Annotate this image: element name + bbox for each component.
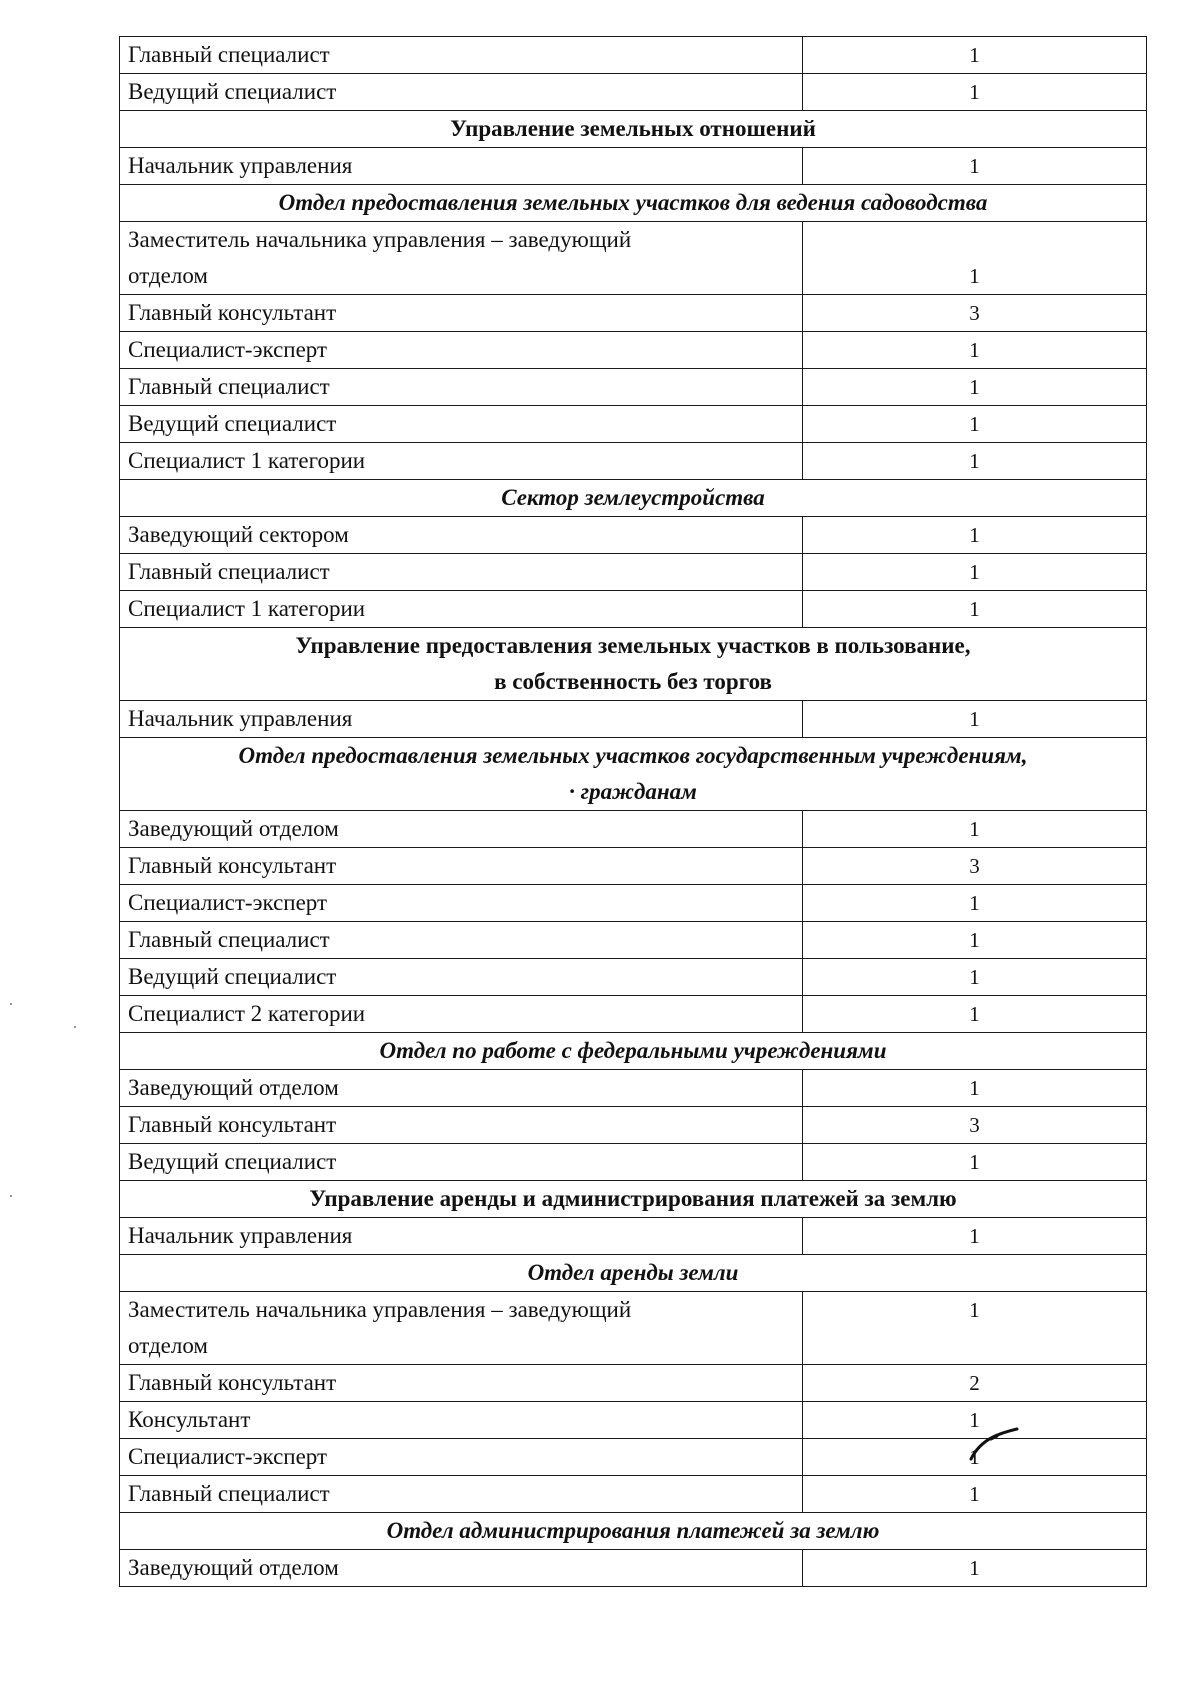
staff-count: 1	[803, 517, 1147, 554]
header-line: Отдел по работе с федеральными учреждениями	[379, 1038, 887, 1063]
position-title: Начальник управления	[120, 701, 803, 738]
position-row	[120, 1144, 1147, 1181]
position-row	[120, 1218, 1147, 1255]
staff-count: 1	[803, 811, 1147, 848]
position-row	[120, 517, 1147, 554]
position-title	[120, 222, 803, 295]
staff-count: 1	[803, 369, 1147, 406]
position-title: Специалист-эксперт	[120, 885, 803, 922]
position-row	[120, 848, 1147, 885]
header-line: Управление предоставления земельных участков в пользование,	[295, 633, 971, 658]
staff-count: 1	[803, 922, 1147, 959]
header-line: Отдел администрирования платежей за землю	[386, 1518, 880, 1543]
staff-count: 2	[803, 1365, 1147, 1402]
position-row	[120, 332, 1147, 369]
staff-table-body	[120, 37, 1147, 1587]
division-header-row	[120, 628, 1147, 701]
staff-count: 3	[803, 848, 1147, 885]
staff-count: 1	[803, 332, 1147, 369]
position-row	[120, 222, 1147, 295]
position-row	[120, 996, 1147, 1033]
position-row	[120, 885, 1147, 922]
staff-count: 1	[803, 406, 1147, 443]
position-title: Специалист 2 категории	[120, 996, 803, 1033]
position-row	[120, 1107, 1147, 1144]
position-title-line: отделом	[128, 1333, 208, 1358]
position-row	[120, 959, 1147, 996]
position-row	[120, 406, 1147, 443]
staff-table	[119, 36, 1147, 1587]
header-line: Отдел предоставления земельных участков для ведения садоводства	[278, 190, 988, 215]
position-title: Главный консультант	[120, 1107, 803, 1144]
position-title: Главный консультант	[120, 848, 803, 885]
position-title: Начальник управления	[120, 148, 803, 185]
staff-count: 1	[803, 591, 1147, 628]
position-title: Главный специалист	[120, 922, 803, 959]
department-header-row	[120, 1033, 1147, 1070]
position-row	[120, 591, 1147, 628]
position-title: Главный консультант	[120, 295, 803, 332]
department-header-row	[120, 185, 1147, 222]
division-title	[120, 1181, 1147, 1218]
position-title-line: отделом	[128, 263, 208, 288]
position-title-line: Заместитель начальника управления – заведующий	[128, 227, 632, 252]
position-title: Ведущий специалист	[120, 959, 803, 996]
header-line: Отдел предоставления земельных участков государственным учреждениям,	[238, 743, 1028, 768]
position-title: Главный специалист	[120, 369, 803, 406]
header-line: Отдел аренды земли	[527, 1260, 739, 1285]
position-row	[120, 1365, 1147, 1402]
department-title	[120, 480, 1147, 517]
staff-count: 1	[803, 996, 1147, 1033]
department-title	[120, 1255, 1147, 1292]
position-title: Специалист-эксперт	[120, 1439, 803, 1476]
position-title: Ведущий специалист	[120, 1144, 803, 1181]
staff-count: 1	[803, 443, 1147, 480]
handwritten-tick-mark	[963, 1425, 1023, 1465]
staff-count: 1	[803, 1144, 1147, 1181]
position-title: Главный специалист	[120, 554, 803, 591]
position-row	[120, 922, 1147, 959]
position-row	[120, 369, 1147, 406]
division-title	[120, 111, 1147, 148]
position-title: Заведующий отделом	[120, 811, 803, 848]
position-title: Главный специалист	[120, 1476, 803, 1513]
position-row	[120, 1439, 1147, 1476]
position-title: Заведующий отделом	[120, 1550, 803, 1587]
staff-count: 1	[803, 74, 1147, 111]
position-title-line: Заместитель начальника управления – заведующий	[128, 1297, 632, 1322]
position-title: Консультант	[120, 1402, 803, 1439]
department-title	[120, 1513, 1147, 1550]
staff-count: 1	[803, 959, 1147, 996]
division-header-row	[120, 1181, 1147, 1218]
header-line: Управление аренды и администрирования платежей за землю	[309, 1186, 957, 1211]
department-header-row	[120, 1513, 1147, 1550]
position-title: Главный консультант	[120, 1365, 803, 1402]
staff-count: 1	[803, 701, 1147, 738]
position-row	[120, 1550, 1147, 1587]
staff-count	[803, 1439, 1147, 1476]
staff-count: 1	[803, 1550, 1147, 1587]
staff-count: 1	[803, 885, 1147, 922]
department-title	[120, 738, 1147, 811]
staff-count: 1	[803, 1402, 1147, 1439]
position-title	[120, 1292, 803, 1365]
header-line: Сектор землеустройства	[501, 485, 765, 510]
department-header-row	[120, 1255, 1147, 1292]
position-row	[120, 1476, 1147, 1513]
position-row	[120, 37, 1147, 74]
staff-count: 3	[803, 295, 1147, 332]
position-title: Заведующий сектором	[120, 517, 803, 554]
staff-count: 1	[803, 1218, 1147, 1255]
position-title: Специалист-эксперт	[120, 332, 803, 369]
position-row	[120, 295, 1147, 332]
staff-count-value: 1	[969, 1445, 980, 1469]
position-title: Специалист 1 категории	[120, 443, 803, 480]
staff-count: 1	[803, 1476, 1147, 1513]
position-row	[120, 148, 1147, 185]
staff-count: 1	[803, 1070, 1147, 1107]
division-title	[120, 628, 1147, 701]
department-header-row	[120, 480, 1147, 517]
division-header-row	[120, 111, 1147, 148]
staff-count: 1	[803, 37, 1147, 74]
position-row	[120, 443, 1147, 480]
position-title: Ведущий специалист	[120, 406, 803, 443]
staff-count: 3	[803, 1107, 1147, 1144]
header-line: в собственность без торгов	[494, 669, 772, 694]
margin-speck	[10, 1003, 12, 1005]
header-line: · гражданам	[569, 779, 697, 804]
margin-speck	[10, 1195, 12, 1197]
department-header-row	[120, 738, 1147, 811]
position-row	[120, 811, 1147, 848]
position-title: Начальник управления	[120, 1218, 803, 1255]
position-title: Заведующий отделом	[120, 1070, 803, 1107]
header-line: Управление земельных отношений	[450, 116, 816, 141]
position-row	[120, 74, 1147, 111]
position-row	[120, 701, 1147, 738]
staff-count: 1	[803, 554, 1147, 591]
staff-count: 1	[803, 1292, 1147, 1365]
margin-speck	[74, 1026, 76, 1028]
staff-count: 1	[803, 222, 1147, 295]
position-row	[120, 1070, 1147, 1107]
staff-count: 1	[803, 148, 1147, 185]
position-title: Ведущий специалист	[120, 74, 803, 111]
department-title	[120, 185, 1147, 222]
department-title	[120, 1033, 1147, 1070]
position-title: Специалист 1 категории	[120, 591, 803, 628]
position-row	[120, 554, 1147, 591]
position-title: Главный специалист	[120, 37, 803, 74]
position-row	[120, 1292, 1147, 1365]
